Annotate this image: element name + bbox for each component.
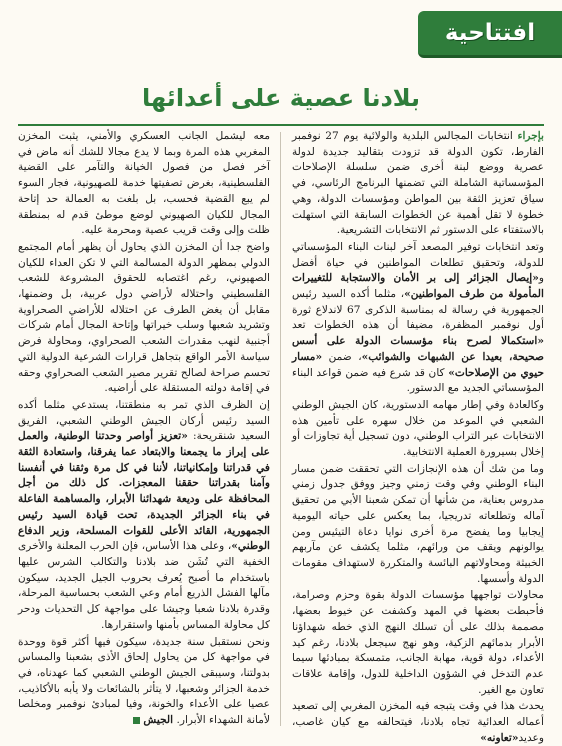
paragraph-text: ، ضمن bbox=[322, 350, 362, 363]
paragraph-text: ، وعلى هذا الأساس، فإن الحرب المعلنة والأخرى الخفية التي تُشَن ضد بلادنا والتكالب الشرس عليها باستخدام ما أصبح يُعرف بحروب الجيل الجديد، سيكون مآلها الفشل الذريع أمام وعي الشعب بحساسية المرحلة، وقدرة بلادنا شعبا وجيشا على مواجهة كل التحديات ودحر كل محاولة المساس بأمنها واستقرارها. bbox=[18, 540, 270, 631]
quote-bold: «استكمالا لصرح بناء مؤسسات الدولة على أسس صحيحة، بعيدا عن الشبهات والشوائب» bbox=[292, 335, 544, 363]
signature: الجيش bbox=[143, 714, 174, 727]
end-mark-icon bbox=[133, 717, 140, 724]
paragraph-text: واضح جدا أن المخزن الذي يحاول أن يظهر أمام المجتمع الدولي بمظهر الدولة المسالمة التي لا تكن العداء للكيان الصهيوني، رغم اغتصابه للحقوق المشروعة للشعب الفلسطيني واحتلاله لأراضي دول عربية، بل وضمنها، مقابل أن يغض الطرف عن احتلاله للأراضي الصحراوية وتشريد شعبها وسلب خيراتها وإتاحة المجال أمام شركات أجنبية لنهب مقدرات الشعب الصحراوي، ومحاولة فرض سياسة الأمر الواقع بتجاهل قرارات الشرعية الدولية التي تحسم صراحة لصالح تقرير مصير الشعب الصحراوي وحقه في إقامة دولته المستقلة على أراضيه. bbox=[18, 240, 270, 395]
quote-bold: «مسار حيوي من الإصلاحات» bbox=[292, 350, 544, 379]
paragraph-text: معه ليشمل الجانب العسكري والأمني، يثبت المخزن المغربي هذه المرة وبما لا يدع مجالا للشك أنه ماض في آخر فصل من فصول الخيانة والتآمر على القضية الفلسطينية، بغرض تصفيتها خدمة للصهيونية، فجار السوء لم يبع القضية فحسب، بل بلغت به العمالة حد إتاحة المجال للكيان الصهيوني لوضع موطئ قدم له بمنطقة ظلت وإلى وقت قريب عصية ومحرمة عليه. bbox=[18, 130, 270, 237]
opening-kicker: بإجراء bbox=[517, 130, 544, 142]
paragraph-text: وكالعادة وفي إطار مهامه الدستورية، كان الجيش الوطني الشعبي في الموعد من خلال سهره على تأمين هذه الانتخابات عبر التراب الوطني، دون تسجيل أية تجاوزات أو إخلال بسيرورة العملية الانتخابية. bbox=[292, 398, 544, 459]
paragraph-text: إن الظرف الذي تمر به منطقتنا، يستدعي مثلما أكده السيد رئيس أركان الجيش الوطني الشعبي، الفريق السعيد شنقريحة: bbox=[18, 398, 270, 443]
paragraph-text: وتعد انتخابات توفير المصعد آخر لبنات البناء المؤسساتي للدولة، وتحقيق تطلعات المواطنين في حياة أفضل و bbox=[292, 240, 544, 285]
paragraph bbox=[292, 462, 544, 588]
paragraph bbox=[18, 398, 270, 634]
paragraph bbox=[292, 240, 544, 397]
paragraph bbox=[18, 635, 270, 729]
column-divider bbox=[280, 132, 281, 726]
article-column-right bbox=[292, 129, 544, 744]
paragraph bbox=[292, 129, 544, 239]
paragraph-text: وما من شك أن هذه الإنجازات التي تحققت ضمن مسار البناء الوطني وفي وقت زمني وجيز ووفق جدول زمني مدروس بعناية، من شأنها أن تمكن شعبنا الأبي من تحقيق آماله وتطلعاته تدريجيا، بما يعكس على حياته اليومية إيجابيا وما يفضح مرة أخرى نوايا دعاة التيئيس ومن يوالونهم ويقف من ورائهم، مثلما يكشف عن مآربهم الخبيثة ومحاولاتهم البائسة والمتكررة لاستهداف مقومات الدولة وأسسها. bbox=[292, 462, 544, 585]
paragraph bbox=[292, 588, 544, 698]
section-tab-label: افتتاحية bbox=[444, 20, 536, 46]
paragraph-text: انتخابات المجالس البلدية والولائية يوم 27 نوفمبر الفارط، تكون الدولة قد تزودت بتقاليد جديدة لدولة عصرية ووضع لبنة أخرى ضمن سلسلة الإصلاحات المؤسساتية الشاملة التي تضمنها البرنامج الرئاسي، في سياق تعزيز الثقة بين المواطن ومؤسسات الدولة، وهي خطوة لا تقل أهمية عن الخطوات السابقة التي استهلت بالاستفتاء على الدستور ثم الانتخابات التشريعية. bbox=[292, 130, 544, 237]
section-tab bbox=[418, 11, 562, 58]
article-headline: بلادنا عصية على أعدائها bbox=[141, 84, 421, 112]
paragraph bbox=[18, 240, 270, 397]
paragraph-text: ونحن نستقبل سنة جديدة، سيكون فيها أكثر قوة ووحدة في مواجهة كل من يحاول إلحاق الأذى بشعبنا والمساس بدولتنا، وسيبقى الجيش الوطني الشعبي كما عهدناه، في خدمة الجزائر وشعبها، لا يتأثر بالشائعات ولا يأبه بالأكاذيب، عصيا على الأعداء والخونة، وفيا لمبادئ نوفمبر ومخلصا لأمانة الشهداء الأبرار. bbox=[18, 635, 270, 727]
quote-bold: «تعاونه» bbox=[480, 731, 519, 744]
headline-divider bbox=[18, 124, 544, 126]
paragraph-text: كان قد شرع فيه ضمن قواعد البناء المؤسساتي الجديد مع الدستور. bbox=[292, 366, 544, 395]
paragraph-text: ، مثلما أكده السيد رئيس الجمهورية في رسالة له بمناسبة الذكرى 67 لاندلاع ثورة أول نوفمبر المظفرة، مضيفا أن هذه الخطوات تعد bbox=[292, 288, 544, 332]
paragraph bbox=[18, 129, 270, 239]
paragraph bbox=[292, 699, 544, 746]
quote-bold: «تعزيز أواصر وحدتنا الوطنية، والعمل على إبراز ما يجمعنا والابتعاد عما يفرقنا، واستعادة الثقة في قدراتنا وإمكانياتنا، لأننا في كل مرة وثقنا في أنفسنا وآمنا بقدراتنا حققنا المعجزات. كل ذلك من أجل المحافظة على وديعة شهدائنا الأبرار، والمساهمة الفاعلة في بناء الجزائر الجديدة، تحت قيادة السيد رئيس الجمهورية، القائد الأعلى للقوات المسلحة، وزير الدفاع الوطني» bbox=[18, 430, 270, 553]
paragraph bbox=[292, 398, 544, 461]
paragraph-text: محاولات تواجهها مؤسسات الدولة بقوة وحزم وصرامة، فأحبطت بعضها في المهد وكشفت عن خيوط بعضها، مصممة بذلك على أن تسلك النهج الذي خطه شهداؤنا الأبرار بدمائهم الزكية، وهو نهج سيجعل بلادنا، رغم كيد الأعداء، دولة قوية، مهابة الجانب، متمسكة بمبادئها سيما عدم التدخل في الشؤون الداخلية للدول، وإقامة علاقات تعاون مع الغير. bbox=[292, 589, 544, 696]
quote-bold: «إيصال الجزائر إلى بر الأمان والاستجابة للتغييرات المأمولة من طرف المواطنين» bbox=[292, 272, 544, 301]
article-column-left bbox=[18, 129, 270, 729]
paragraph-text: يحدث هذا في وقت يتبجه فيه المخزن المغربي إلى تصعيد أعماله العدائية تجاه بلادنا، فيتحالفه مع كيان غاصب، وعديد bbox=[292, 700, 544, 744]
